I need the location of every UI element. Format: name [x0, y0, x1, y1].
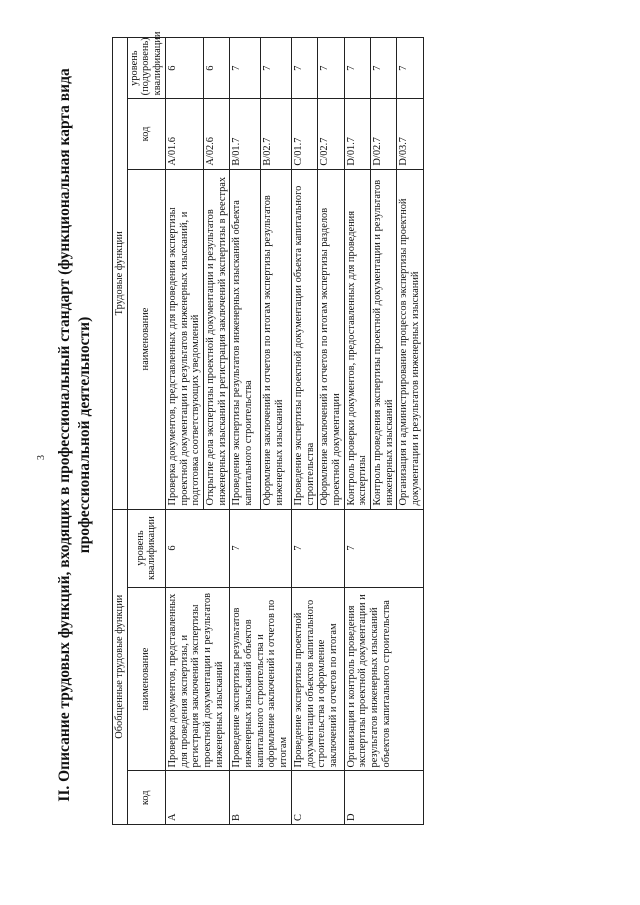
group-level: 7	[344, 509, 423, 587]
function-code: D/02.7	[371, 99, 397, 169]
function-sublevel: 6	[165, 38, 203, 99]
table-row	[291, 38, 317, 825]
header-generalized-functions: Обобщенные трудовые функции	[113, 509, 128, 824]
function-name: Контроль проведения экспертизы проектной документации и результатов инженерных изысканий	[371, 169, 397, 509]
function-code: B/01.7	[230, 99, 261, 169]
function-sublevel: 7	[371, 38, 397, 99]
group-code: A	[165, 771, 230, 825]
title-line-2: профессиональной деятельности)	[76, 316, 93, 554]
function-name: Оформление заключений и отчетов по итогам экспертизы разделов проектной документации	[318, 169, 344, 509]
header-qualification-level: уровень квалификации	[127, 509, 165, 587]
function-sublevel: 7	[318, 38, 344, 99]
group-level: 7	[230, 509, 292, 587]
function-name: Проведение экспертизы результатов инженерных изысканий объекта капитального строительства	[230, 169, 261, 509]
header-labor-functions: Трудовые функции	[113, 38, 128, 510]
group-name: Организация и контроль проведения экспертизы проектной документации и результатов инженерных изысканий объектов капитального строительства	[344, 587, 423, 771]
table-row	[344, 38, 370, 825]
function-code: C/02.7	[318, 99, 344, 169]
function-name: Проверка документов, представленных для проведения экспертизы проектной документации и результатов инженерных изысканий, и подготовка соответствующих уведомлений	[165, 169, 203, 509]
function-name: Проведение экспертизы проектной документации объекта капитального строительства	[291, 169, 317, 509]
page-number: 3	[36, 455, 47, 460]
header-row-1	[113, 38, 128, 825]
group-code: B	[230, 771, 292, 825]
function-name: Контроль проверки документов, предоставленных для проведения экспертизы	[344, 169, 370, 509]
function-sublevel: 7	[344, 38, 370, 99]
function-code: A/02.6	[203, 99, 229, 169]
function-sublevel: 7	[397, 38, 423, 99]
function-name: Оформление заключений и отчетов по итогам экспертизы результатов инженерных изысканий	[261, 169, 292, 509]
group-level: 7	[291, 509, 344, 587]
function-code: D/03.7	[397, 99, 423, 169]
title-line-1: II. Описание трудовых функций, входящих в профессиональный стандарт (функциональная карта вида	[56, 68, 73, 802]
header-function-name: наименование	[127, 169, 165, 509]
header-function-code: код	[127, 99, 165, 169]
group-name: Проведение экспертизы результатов инженерных изысканий объектов капитального строительства и оформление заключений и отчетов по итогам	[230, 587, 292, 771]
header-sublevel: уровень (подуровень) квалификации	[127, 38, 165, 99]
table-row	[165, 38, 203, 825]
group-name: Проверка документов, представленных для проведения экспертизы, и регистрация заключений экспертизы проектной документации и результатов инженерных изысканий	[165, 587, 230, 771]
functional-map-table	[112, 31, 424, 825]
group-code: C	[291, 771, 344, 825]
function-sublevel: 7	[261, 38, 292, 99]
group-code: D	[344, 771, 423, 825]
header-code: код	[127, 771, 165, 825]
header-name: наименование	[127, 587, 165, 771]
function-code: C/01.7	[291, 99, 317, 169]
group-level: 6	[165, 509, 230, 587]
function-code: B/02.7	[261, 99, 292, 169]
group-name: Проведение экспертизы проектной документации объектов капитального строительства и оформление заключений и отчетов по итогам	[291, 587, 344, 771]
function-sublevel: 7	[230, 38, 261, 99]
function-code: A/01.6	[165, 99, 203, 169]
header-row-2	[127, 38, 165, 825]
function-name: Организация и администрирование процессов экспертизы проектной документации и результатов инженерных изысканий	[397, 169, 423, 509]
function-sublevel: 6	[203, 38, 229, 99]
table-row	[230, 38, 261, 825]
function-sublevel: 7	[291, 38, 317, 99]
section-title	[55, 40, 95, 830]
function-code: D/01.7	[344, 99, 370, 169]
function-name: Открытие дела экспертизы проектной документации и результатов инженерных изысканий и регистрация заключений экспертизы в реестрах	[203, 169, 229, 509]
